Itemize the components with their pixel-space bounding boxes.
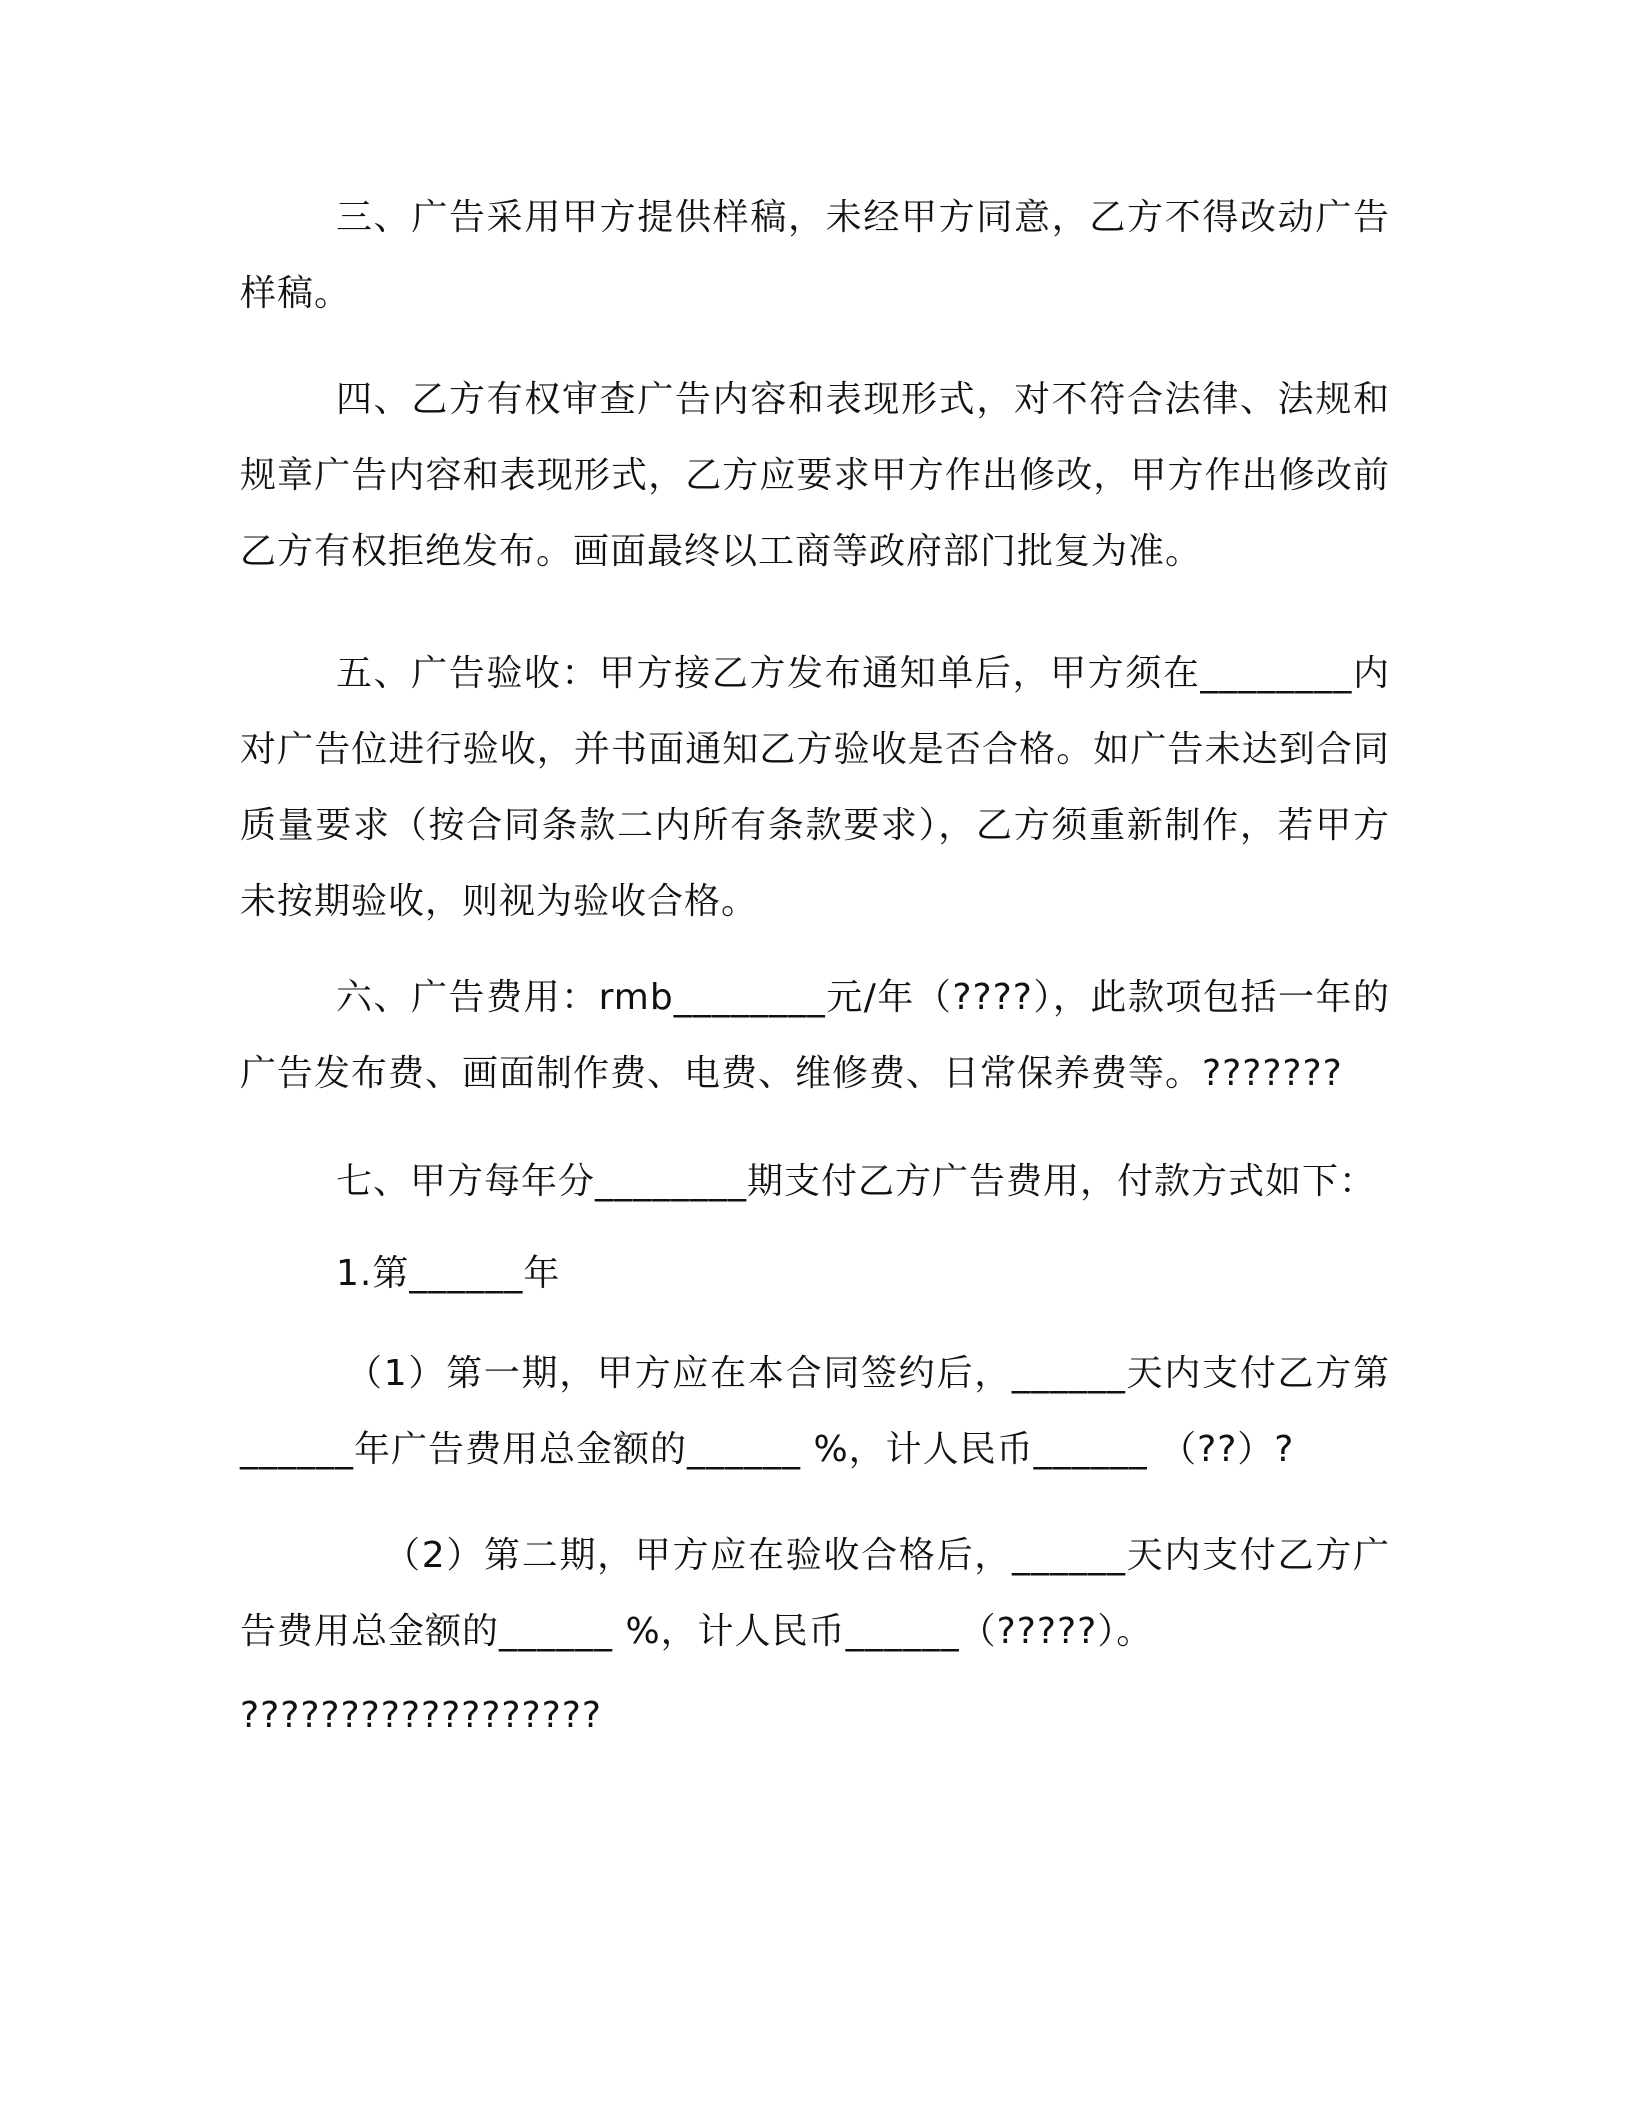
clause-4-paragraph: 四、乙方有权审查广告内容和表现形式，对不符合法律、法规和规章广告内容和表现形式，乙方应要求甲方作出修改，甲方作出修改前乙方有权拒绝发布。画面最终以工商等政府部门批复为准。 — [240, 379, 1390, 572]
payment-year-item: 1.第______年 — [336, 1253, 561, 1294]
trailing-garbled-text: ?????????????????? — [240, 1695, 602, 1736]
clause-7-paragraph: 七、甲方每年分________期支付乙方广告费用，付款方式如下： — [336, 1161, 1377, 1202]
clause-3-paragraph: 三、广告采用甲方提供样稿，未经甲方同意，乙方不得改动广告样稿。 — [240, 197, 1390, 314]
clause-6-paragraph: 六、广告费用：rmb________元/年（????），此款项包括一年的广告发布费、画面制作费、电费、维修费、日常保养费等。??????? — [240, 977, 1390, 1094]
payment-period-1-paragraph: （1）第一期，甲方应在本合同签约后，______天内支付乙方第______年广告费用总金额的______ %，计人民币______ （??）? — [240, 1353, 1390, 1470]
clause-5-paragraph: 五、广告验收：甲方接乙方发布通知单后，甲方须在________内对广告位进行验收，并书面通知乙方验收是否合格。如广告未达到合同质量要求（按合同条款二内所有条款要求），乙方须重新制作，若甲方未按期验收，则视为验收合格。 — [240, 653, 1390, 922]
payment-period-2-paragraph: （2）第二期，甲方应在验收合格后，______天内支付乙方广告费用总金额的______ %，计人民币______（?????）。 — [240, 1535, 1390, 1652]
